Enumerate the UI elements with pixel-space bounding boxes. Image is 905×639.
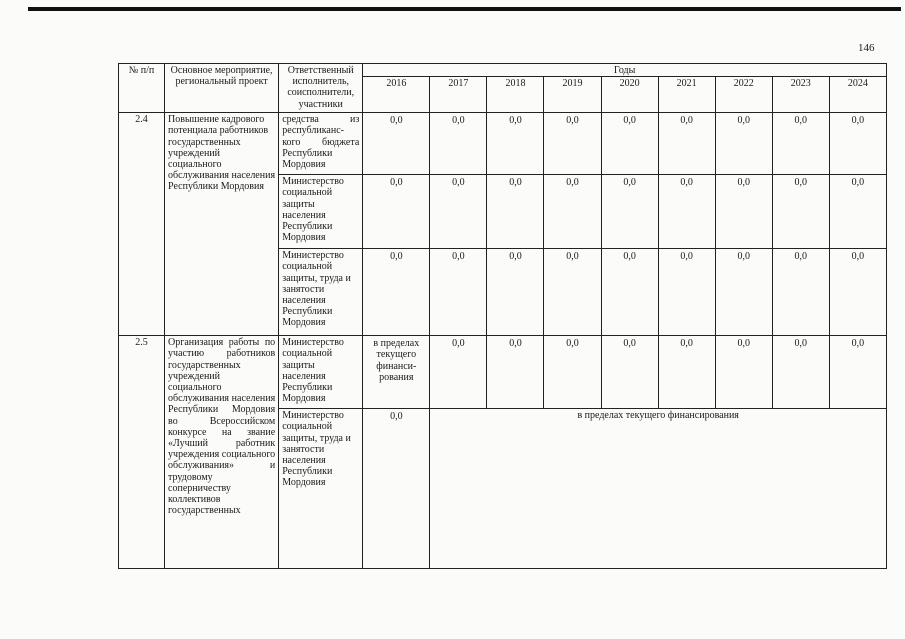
value-cell: 0,0 xyxy=(544,113,601,175)
value-cell: 0,0 xyxy=(487,175,544,249)
value-cell: 0,0 xyxy=(601,249,658,336)
value-cell: 0,0 xyxy=(363,175,430,249)
value-cell: в пределах текущего финанси-рования xyxy=(363,336,430,409)
value-cell: 0,0 xyxy=(658,175,715,249)
value-cell: 0,0 xyxy=(601,175,658,249)
value-cell: 0,0 xyxy=(363,249,430,336)
value-cell: 0,0 xyxy=(658,113,715,175)
value-cell: 0,0 xyxy=(363,409,430,569)
value-cell: 0,0 xyxy=(487,113,544,175)
value-cell: 0,0 xyxy=(601,113,658,175)
table-row xyxy=(119,336,887,409)
header-row-1 xyxy=(119,64,887,77)
value-cell: 0,0 xyxy=(487,249,544,336)
header-year: 2021 xyxy=(658,77,715,113)
header-year: 2023 xyxy=(772,77,829,113)
header-years-label: Годы xyxy=(363,64,887,77)
row-event: Повышение кадрового потенциала работников государственных учреждений социального обслуживания населения Республики Мордовия xyxy=(165,113,279,336)
header-year: 2022 xyxy=(715,77,772,113)
header-executor: Ответственный исполнитель, соисполнители, участники xyxy=(279,64,363,113)
value-cell: 0,0 xyxy=(601,336,658,409)
value-cell: 0,0 xyxy=(715,175,772,249)
value-cell: 0,0 xyxy=(544,249,601,336)
value-cell: 0,0 xyxy=(363,113,430,175)
row-executor: Министерство социальной защиты населения Республики Мордовия xyxy=(279,336,363,409)
row-number: 2.5 xyxy=(119,336,165,569)
value-cell: 0,0 xyxy=(772,249,829,336)
header-num: № п/п xyxy=(119,64,165,113)
header-event: Основное мероприятие, региональный проект xyxy=(165,64,279,113)
header-year: 2024 xyxy=(829,77,886,113)
value-cell: 0,0 xyxy=(829,336,886,409)
header-year: 2018 xyxy=(487,77,544,113)
value-cell: 0,0 xyxy=(544,336,601,409)
header-year: 2017 xyxy=(430,77,487,113)
value-cell: 0,0 xyxy=(715,113,772,175)
value-cell: 0,0 xyxy=(715,249,772,336)
value-cell: 0,0 xyxy=(658,336,715,409)
value-cell: 0,0 xyxy=(829,249,886,336)
value-cell: 0,0 xyxy=(772,113,829,175)
header-year: 2016 xyxy=(363,77,430,113)
row-executor: Министерство социальной защиты населения Республики Мордовия xyxy=(279,175,363,249)
value-cell: 0,0 xyxy=(772,336,829,409)
value-cell: 0,0 xyxy=(430,113,487,175)
value-cell: 0,0 xyxy=(430,336,487,409)
value-cell: 0,0 xyxy=(829,175,886,249)
value-cell: 0,0 xyxy=(544,175,601,249)
value-cell: 0,0 xyxy=(658,249,715,336)
top-border-bar xyxy=(28,7,901,11)
value-cell: 0,0 xyxy=(715,336,772,409)
row-executor: Министерство социальной защиты, труда и занятости населения Республики Мордовия xyxy=(279,249,363,336)
program-activities-table xyxy=(118,63,887,569)
header-year: 2019 xyxy=(544,77,601,113)
value-cell: 0,0 xyxy=(772,175,829,249)
row-event: Организация работы по участию работников государственных учреждений социального обслуживания населения Республики Мордовия во Всероссийском конкурсе на звание «Лучший работник учреждения социального обслуживания» и трудовому соперничеству коллективов государственных xyxy=(165,336,279,569)
row-executor: средства из республиканс-кого бюджета Республики Мордовия xyxy=(279,113,363,175)
value-cell: 0,0 xyxy=(430,175,487,249)
value-cell: 0,0 xyxy=(487,336,544,409)
value-cell: 0,0 xyxy=(430,249,487,336)
value-cell: 0,0 xyxy=(829,113,886,175)
within-current-financing-cell: в пределах текущего финансирования xyxy=(430,409,887,569)
row-number: 2.4 xyxy=(119,113,165,336)
table-row xyxy=(119,113,887,175)
page-number: 146 xyxy=(858,42,875,54)
header-year: 2020 xyxy=(601,77,658,113)
row-executor: Министерство социальной защиты, труда и занятости населения Республики Мордовия xyxy=(279,409,363,569)
